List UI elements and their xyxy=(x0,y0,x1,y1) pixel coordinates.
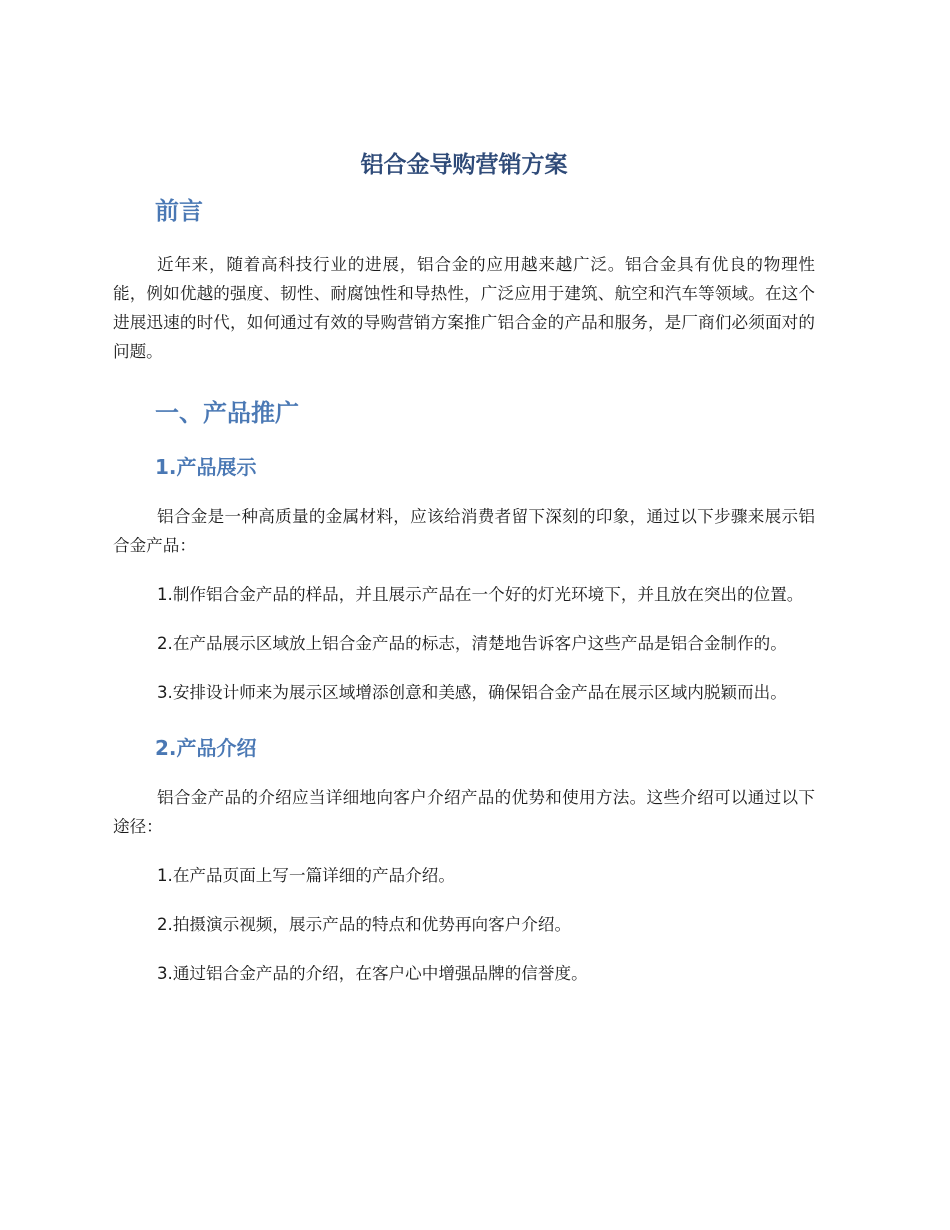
section-heading-product-promotion: 一、产品推广 xyxy=(155,399,299,427)
section-heading-preface: 前言 xyxy=(155,197,203,225)
subsection-heading-product-introduction: 2.产品介绍 xyxy=(155,736,257,760)
list-item: 1.在产品页面上写一篇详细的产品介绍。 xyxy=(157,866,455,885)
list-item: 3.通过铝合金产品的介绍，在客户心中增强品牌的信誉度。 xyxy=(157,964,588,983)
paragraph: 铝合金产品的介绍应当详细地向客户介绍产品的优势和使用方法。这些介绍可以通过以下途径： xyxy=(113,788,815,836)
list-item: 1.制作铝合金产品的样品，并且展示产品在一个好的灯光环境下，并且放在突出的位置。 xyxy=(157,585,804,604)
paragraph: 近年来，随着高科技行业的进展，铝合金的应用越来越广泛。铝合金具有优良的物理性能，例如优越的强度、韧性、耐腐蚀性和导热性，广泛应用于建筑、航空和汽车等领域。在这个进展迅速的时代，如何通过有效的导购营销方案推广铝合金的产品和服务，是厂商们必须面对的问题。 xyxy=(113,255,815,361)
list-item: 3.安排设计师来为展示区域增添创意和美感，确保铝合金产品在展示区域内脱颖而出。 xyxy=(157,683,787,702)
section-preface xyxy=(113,194,815,366)
document-title: 铝合金导购营销方案 xyxy=(360,152,568,178)
subsection-product-introduction xyxy=(113,733,815,988)
subsection-product-display xyxy=(113,452,815,707)
paragraph: 铝合金是一种高质量的金属材料，应该给消费者留下深刻的印象，通过以下步骤来展示铝合金产品： xyxy=(113,507,815,555)
subsection-heading-product-display: 1.产品展示 xyxy=(155,455,257,479)
section-product-promotion xyxy=(113,396,815,988)
list-item: 2.拍摄演示视频，展示产品的特点和优势再向客户介绍。 xyxy=(157,915,572,934)
list-item: 2.在产品展示区域放上铝合金产品的标志，清楚地告诉客户这些产品是铝合金制作的。 xyxy=(157,634,787,653)
